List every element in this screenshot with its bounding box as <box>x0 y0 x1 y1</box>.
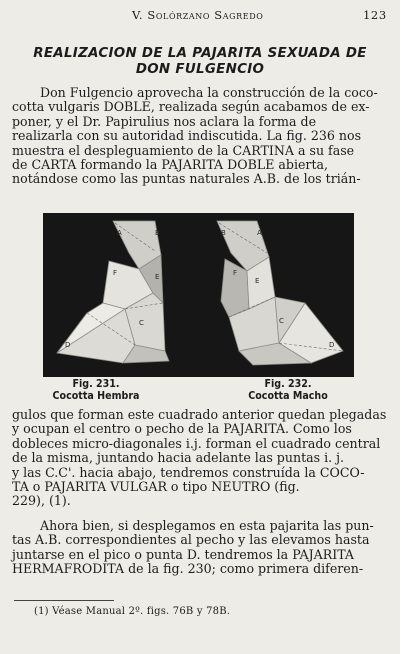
caption-name: Cocotta Hembra <box>52 390 140 402</box>
point-label: D <box>65 341 71 349</box>
paragraph-continuation <box>12 408 388 509</box>
text-line: Don Fulgencio aprovecha la construcción de la coco- <box>40 85 378 100</box>
text-line: 229), (1). <box>12 493 71 509</box>
text-line: poner, y el Dr. Papirulius nos aclara la forma de <box>12 113 317 129</box>
point-label: A <box>257 229 262 237</box>
section-title <box>14 46 386 78</box>
text-line: dobleces micro-diagonales i.j. forman el cuadrado central <box>12 435 381 451</box>
point-label: E <box>255 277 260 285</box>
text-line: y ocupan el centro o pecho de la PAJARITA. Como los <box>12 421 352 437</box>
point-label: C <box>279 317 284 325</box>
text-line: de CARTA formando la PAJARITA DOBLE abierta, <box>12 157 329 173</box>
footnote-divider <box>14 600 114 601</box>
figure-caption-232 <box>218 378 358 402</box>
text-line: realizarla con su autoridad indiscutida. La fig. 236 nos <box>12 128 362 144</box>
running-head-author: V. Solórzano Sagredo <box>132 8 264 22</box>
footnote: (1) Véase Manual 2º. figs. 76B y 78B. <box>34 606 231 617</box>
point-label: E <box>155 273 160 281</box>
caption-number: Fig. 231. <box>72 378 120 390</box>
point-label: C <box>139 319 144 327</box>
paragraph-intro <box>12 86 388 187</box>
point-label: A <box>117 229 122 237</box>
text-line: de la misma, juntando hacia adelante las puntas i. j. <box>12 450 345 466</box>
page-number: 123 <box>363 8 387 22</box>
section-title-line: REALIZACION DE LA PAJARITA SEXUADA DE <box>33 46 367 61</box>
text-line: Ahora bien, si desplegamos en esta pajarita las pun- <box>40 518 374 533</box>
running-head <box>0 8 400 26</box>
text-line: juntarse en el pico o punta D. tendremos la PAJARITA <box>12 546 355 562</box>
text-line: tas A.B. correspondientes al pecho y las elevamos hasta <box>12 532 370 548</box>
figure-caption-231 <box>26 378 166 402</box>
text-line: cotta vulgaris DOBLE, realizada según acabamos de ex- <box>12 99 370 115</box>
point-label: F <box>233 269 238 277</box>
point-label: F <box>113 269 118 277</box>
caption-number: Fig. 232. <box>264 378 312 390</box>
text-line: HERMAFRODITA de la fig. 230; como primera diferen- <box>12 561 364 577</box>
text-line: y las C.C'. hacia abajo, tendremos construída la COCO- <box>12 464 365 480</box>
point-label: B <box>221 229 226 237</box>
point-label: B <box>155 229 160 237</box>
text-line: TA o PAJARITA VULGAR o tipo NEUTRO (fig. <box>12 479 300 495</box>
caption-name: Cocotta Macho <box>248 390 328 402</box>
text-line: notándose como las puntas naturales A.B. de los trián- <box>12 171 361 187</box>
point-label: D <box>329 341 335 349</box>
paragraph-hermafrodita <box>12 519 388 577</box>
text-line: muestra el despleguamiento de la CARTINA a su fase <box>12 142 355 158</box>
folded-paper-illustration <box>43 213 354 377</box>
folded-paper-photograph <box>43 213 354 377</box>
text-line: gulos que forman este cuadrado anterior quedan plegadas <box>12 407 387 422</box>
section-title-line: DON FULGENCIO <box>135 62 265 77</box>
